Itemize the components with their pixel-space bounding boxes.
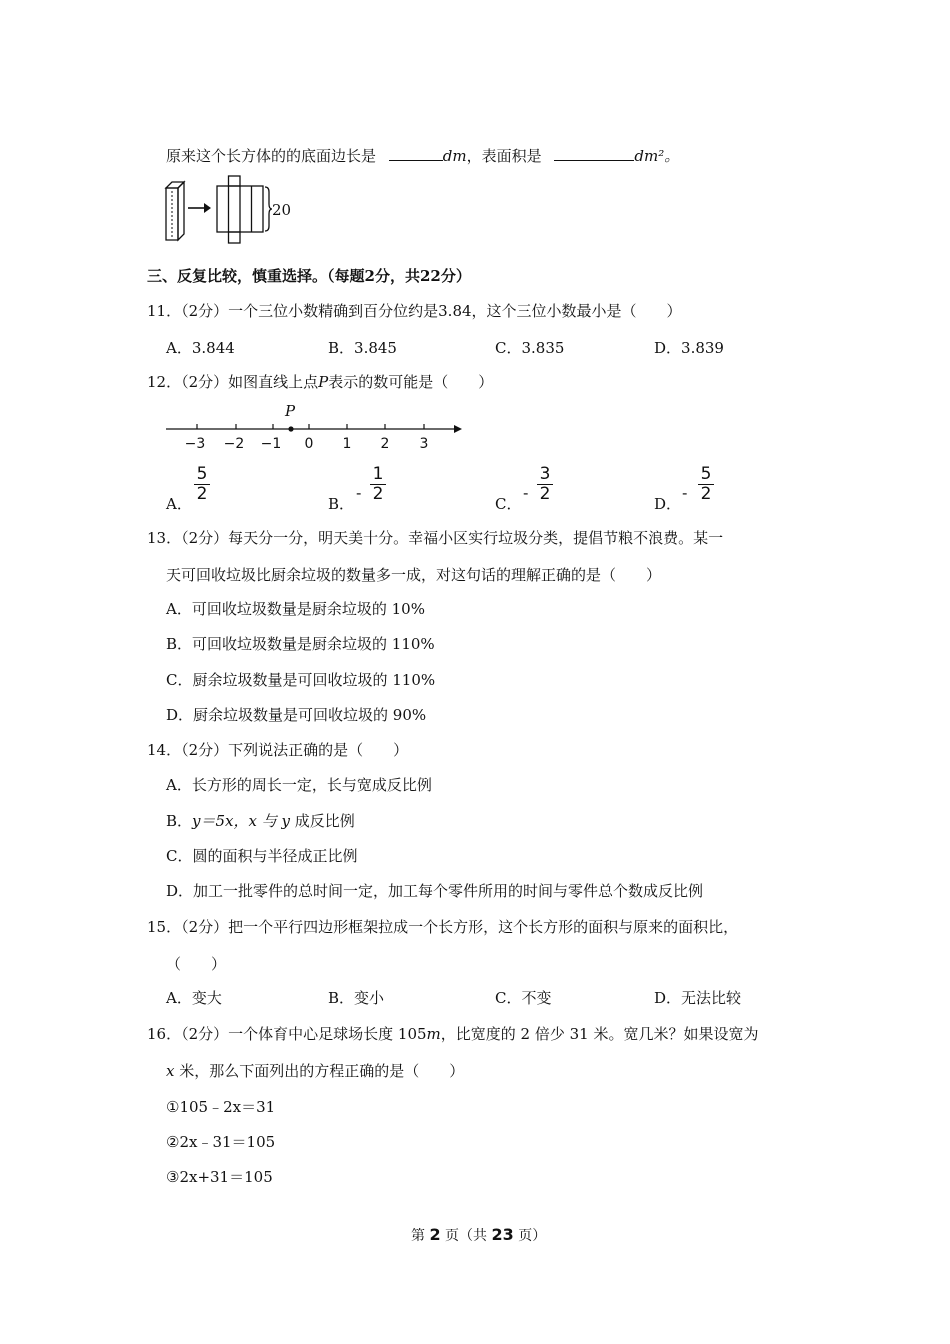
- tick-label: −3: [184, 436, 206, 452]
- fraction-numerator: 3: [539, 464, 551, 484]
- q13-option-b[interactable]: B．可回收垃圾数量是厨余垃圾的 110%: [166, 635, 435, 653]
- net-top-face: [229, 176, 241, 186]
- footer-text: 第: [411, 1228, 430, 1244]
- fraction-denominator: 2: [700, 484, 712, 504]
- q16-equation-1: ①105﹣2x＝31: [166, 1098, 276, 1116]
- q10-text: 原来这个长方体的的底面边长是: [166, 147, 377, 165]
- fraction-denominator: 2: [372, 484, 384, 504]
- total-pages: 23: [491, 1225, 514, 1244]
- tick-label: 2: [380, 436, 390, 452]
- q13-stem-line1: 13．（2分）每天分一分，明天美十分。幸福小区实行垃圾分类，提倡节粮不浪费。某一: [147, 529, 724, 547]
- q16-stem-part: ，比宽度的 2 倍少 31 米。宽几米？如果设宽为: [440, 1025, 759, 1043]
- number-line-ticks: [197, 424, 424, 429]
- q12-option-c[interactable]: C．: [495, 495, 522, 513]
- q12-stem-var: P: [318, 373, 329, 391]
- q16-stem-line2: [166, 1061, 464, 1081]
- q12-option-b-sign: -: [356, 484, 362, 502]
- q14-option-c[interactable]: C．圆的面积与半径成正比例: [166, 847, 358, 865]
- unit-dm2: dm²。: [634, 147, 680, 165]
- fraction-numerator: 1: [372, 464, 384, 484]
- page-number: 2: [429, 1225, 441, 1244]
- q12-stem: [147, 372, 493, 392]
- point-p-label: P: [285, 402, 296, 420]
- tick-label: −1: [260, 436, 282, 452]
- number-line: [160, 398, 470, 456]
- q16-equation-3: ③2x+31＝105: [166, 1168, 273, 1186]
- q12-stem-prefix: 12．（2分）如图直线上点: [147, 373, 319, 391]
- q15-stem: 15．（2分）把一个平行四边形框架拉成一个长方形，这个长方形的面积与原来的面积比，: [147, 918, 739, 936]
- q13-option-c[interactable]: C．厨余垃圾数量是可回收垃圾的 110%: [166, 671, 436, 689]
- q14-option-d[interactable]: D．加工一批零件的总时间一定，加工每个零件所用的时间与零件总个数成反比例: [166, 882, 704, 900]
- q11-option-a[interactable]: A．3.844: [166, 339, 235, 357]
- q15-option-c[interactable]: C．不变: [495, 989, 552, 1007]
- q11-option-d[interactable]: D．3.839: [654, 339, 724, 357]
- cuboid-side: [178, 182, 184, 240]
- q13-stem-line2: 天可回收垃圾比厨余垃圾的数量多一成，对这句话的理解正确的是（ ）: [166, 566, 662, 584]
- net-bottom-face: [229, 232, 241, 243]
- q12-option-d[interactable]: D．: [654, 495, 682, 513]
- q16-equation-2: ②2x﹣31＝105: [166, 1133, 276, 1151]
- q14-option-b-formula: y＝5x，x 与 y: [192, 812, 290, 830]
- fraction-numerator: 5: [196, 464, 208, 484]
- q13-option-a[interactable]: A．可回收垃圾数量是厨余垃圾的 10%: [166, 600, 425, 618]
- fraction-numerator: 5: [700, 464, 712, 484]
- q12-option-d-sign: -: [682, 484, 688, 502]
- section-title: 三、反复比较，慎重选择。（每题2分，共22分）: [147, 267, 471, 285]
- unit-m: m: [426, 1025, 441, 1043]
- answer-blank-2[interactable]: [554, 146, 634, 161]
- q16-stem-line1: [147, 1024, 758, 1044]
- q12-option-a-fraction: [193, 465, 211, 504]
- q12-option-d-fraction: [697, 465, 715, 504]
- q12-option-b[interactable]: B．: [328, 495, 355, 513]
- q10-mid: ，表面积是: [466, 147, 542, 165]
- q11-stem: 11．（2分）一个三位小数精确到百分位约是3.84，这个三位小数最小是（ ）: [147, 302, 682, 320]
- q12-option-b-fraction: [369, 465, 387, 504]
- q14-stem: 14．（2分）下列说法正确的是（ ）: [147, 741, 409, 759]
- point-p: [288, 426, 293, 431]
- q16-stem-part: 米，那么下面列出的方程正确的是（ ）: [174, 1062, 465, 1080]
- cuboid-figure: [164, 174, 294, 246]
- q12-stem-suffix: 表示的数可能是（ ）: [328, 373, 494, 391]
- q14-option-b[interactable]: [166, 811, 355, 831]
- q16-stem-part: 16．（2分）一个体育中心足球场长度 105: [147, 1025, 427, 1043]
- answer-blank-1[interactable]: [389, 146, 443, 161]
- tick-label: −2: [223, 436, 245, 452]
- q15-answer-paren[interactable]: （ ）: [166, 955, 227, 973]
- footer-text: 页（共: [440, 1228, 492, 1244]
- q13-option-d[interactable]: D．厨余垃圾数量是可回收垃圾的 90%: [166, 706, 427, 724]
- number-line-arrow: [454, 425, 462, 433]
- tick-label: 1: [342, 436, 352, 452]
- q14-option-a[interactable]: A．长方形的周长一定，长与宽成反比例: [166, 776, 432, 794]
- q15-option-d[interactable]: D．无法比较: [654, 989, 742, 1007]
- arrow-head: [204, 203, 211, 213]
- tick-label: 3: [419, 436, 429, 452]
- q15-option-b[interactable]: B．变小: [328, 989, 385, 1007]
- q15-option-a[interactable]: A．变大: [166, 989, 222, 1007]
- variable-x: x: [166, 1062, 175, 1080]
- page-footer: [411, 1225, 546, 1246]
- fraction-denominator: 2: [539, 484, 551, 504]
- q12-option-c-sign: -: [523, 484, 529, 502]
- q12-option-c-fraction: [536, 465, 554, 504]
- q14-option-b-text: 成反比例: [289, 812, 355, 830]
- q11-option-b[interactable]: B．3.845: [328, 339, 397, 357]
- unit-dm: dm: [442, 147, 467, 165]
- brace: [265, 187, 272, 231]
- tick-label: 0: [304, 436, 314, 452]
- q12-option-a[interactable]: A．: [166, 495, 192, 513]
- q11-option-c[interactable]: C．3.835: [495, 339, 565, 357]
- footer-text: 页）: [513, 1228, 547, 1244]
- q10-line: [166, 146, 679, 166]
- figure-label: 20: [272, 201, 292, 219]
- fraction-denominator: 2: [196, 484, 208, 504]
- q14-option-b-letter: B．: [166, 812, 193, 830]
